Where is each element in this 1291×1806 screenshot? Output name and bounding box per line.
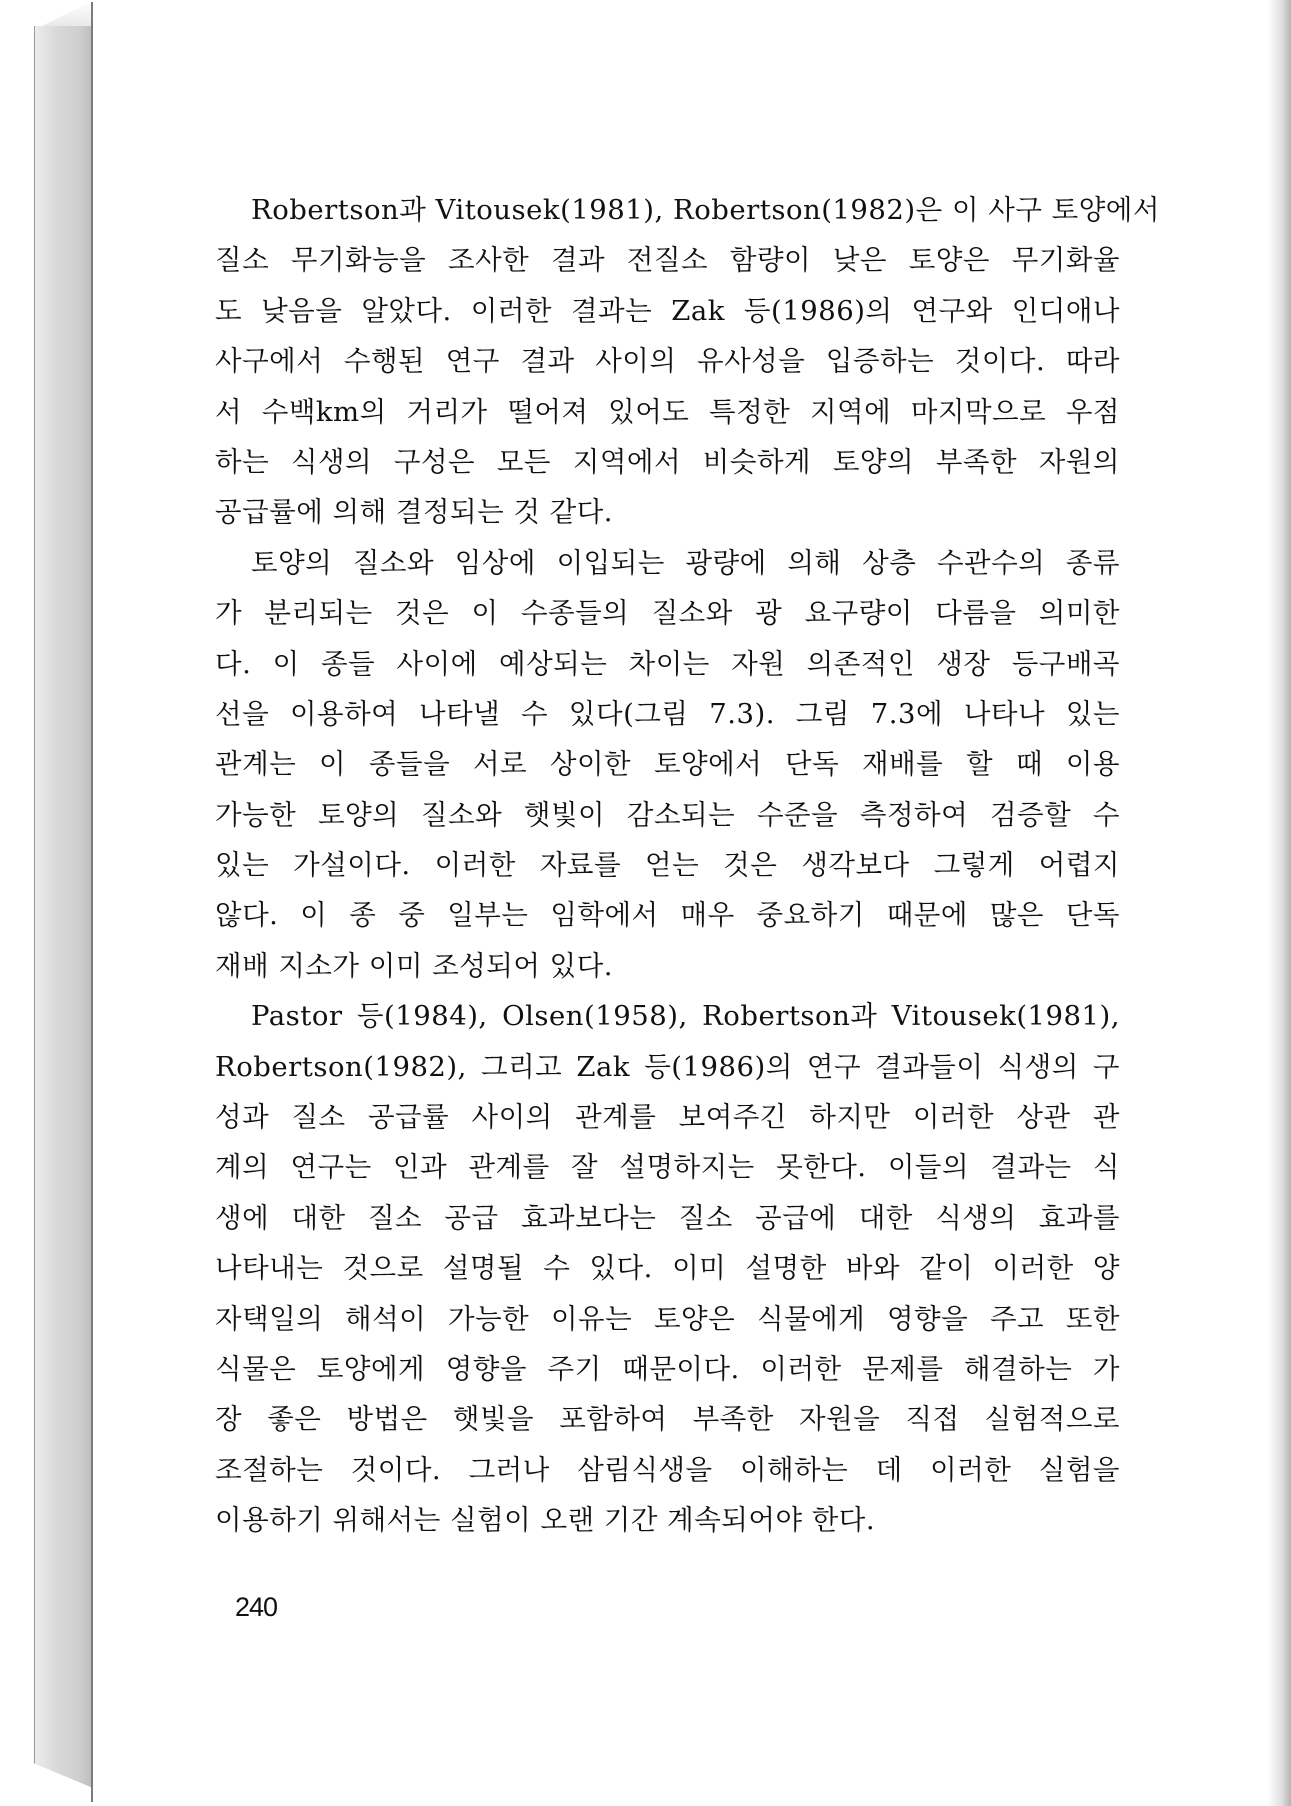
- body-text: [215, 185, 1160, 1546]
- text-line: 하는 식생의 구성은 모든 지역에서 비슷하게 토양의 부족한 자원의: [215, 445, 1120, 478]
- text-line: Robertson(1982), 그리고 Zak 등(1986)의 연구 결과들이 식생의 구: [215, 1050, 1120, 1083]
- book-spine-top: [34, 0, 94, 30]
- page-right-shadow: [1267, 0, 1291, 1806]
- text-line: 식물은 토양에게 영향을 주기 때문이다. 이러한 문제를 해결하는 가: [215, 1352, 1120, 1385]
- text-line: Pastor 등(1984), Olsen(1958), Robertson과 Vitousek(1981),: [251, 1000, 1120, 1033]
- text-line: 나타내는 것으로 설명될 수 있다. 이미 설명한 바와 같이 이러한 양: [215, 1252, 1120, 1285]
- text-line: 장 좋은 방법은 햇빛을 포함하여 부족한 자원을 직접 실험적으로: [215, 1403, 1120, 1436]
- text-line: 재배 지소가 이미 조성되어 있다.: [215, 949, 614, 982]
- text-line: 관계는 이 종들을 서로 상이한 토양에서 단독 재배를 할 때 이용: [215, 748, 1120, 781]
- text-line: 성과 질소 공급률 사이의 관계를 보여주긴 하지만 이러한 상관 관: [215, 1101, 1120, 1134]
- text-line: 가 분리되는 것은 이 수종들의 질소와 광 요구량이 다름을 의미한: [215, 597, 1120, 630]
- text-line: 사구에서 수행된 연구 결과 사이의 유사성을 입증하는 것이다. 따라: [215, 345, 1120, 378]
- text-line: Robertson과 Vitousek(1981), Robertson(1982)은 이 사구 토양에서: [251, 194, 1160, 226]
- text-line: 생에 대한 질소 공급 효과보다는 질소 공급에 대한 식생의 효과를: [215, 1201, 1120, 1234]
- text-line: 질소 무기화능을 조사한 결과 전질소 함량이 낮은 토양은 무기화율: [215, 244, 1120, 277]
- text-line: 도 낮음을 알았다. 이러한 결과는 Zak 등(1986)의 연구와 인디애나: [215, 294, 1120, 327]
- text-line: 조절하는 것이다. 그러나 삼림식생을 이해하는 데 이러한 실험을: [215, 1453, 1120, 1486]
- page-number: 240: [235, 1592, 278, 1622]
- text-line: 가능한 토양의 질소와 햇빛이 감소되는 수준을 측정하여 검증할 수: [215, 798, 1120, 831]
- text-line: 다. 이 종들 사이에 예상되는 차이는 자원 의존적인 생장 등구배곡: [215, 647, 1120, 680]
- text-line: 있는 가설이다. 이러한 자료를 얻는 것은 생각보다 그렇게 어렵지: [215, 849, 1120, 882]
- text-line: 계의 연구는 인과 관계를 잘 설명하지는 못한다. 이들의 결과는 식: [215, 1151, 1120, 1184]
- text-line: 자택일의 해석이 가능한 이유는 토양은 식물에게 영향을 주고 또한: [215, 1302, 1120, 1335]
- text-line: 서 수백km의 거리가 떨어져 있어도 특정한 지역에 마지막으로 우점: [215, 395, 1120, 428]
- text-line: 이용하기 위해서는 실험이 오랜 기간 계속되어야 한다.: [215, 1504, 876, 1537]
- page-edge-line: [91, 2, 93, 1802]
- text-line: 공급률에 의해 결정되는 것 같다.: [215, 496, 614, 529]
- text-line: 않다. 이 종 중 일부는 임학에서 매우 중요하기 때문에 많은 단독: [215, 899, 1120, 932]
- text-line: 선을 이용하여 나타낼 수 있다(그림 7.3). 그림 7.3에 나타나 있는: [215, 697, 1120, 730]
- text-line: 토양의 질소와 임상에 이입되는 광량에 의해 상층 수관수의 종류: [251, 546, 1120, 579]
- book-spine: [34, 26, 93, 1788]
